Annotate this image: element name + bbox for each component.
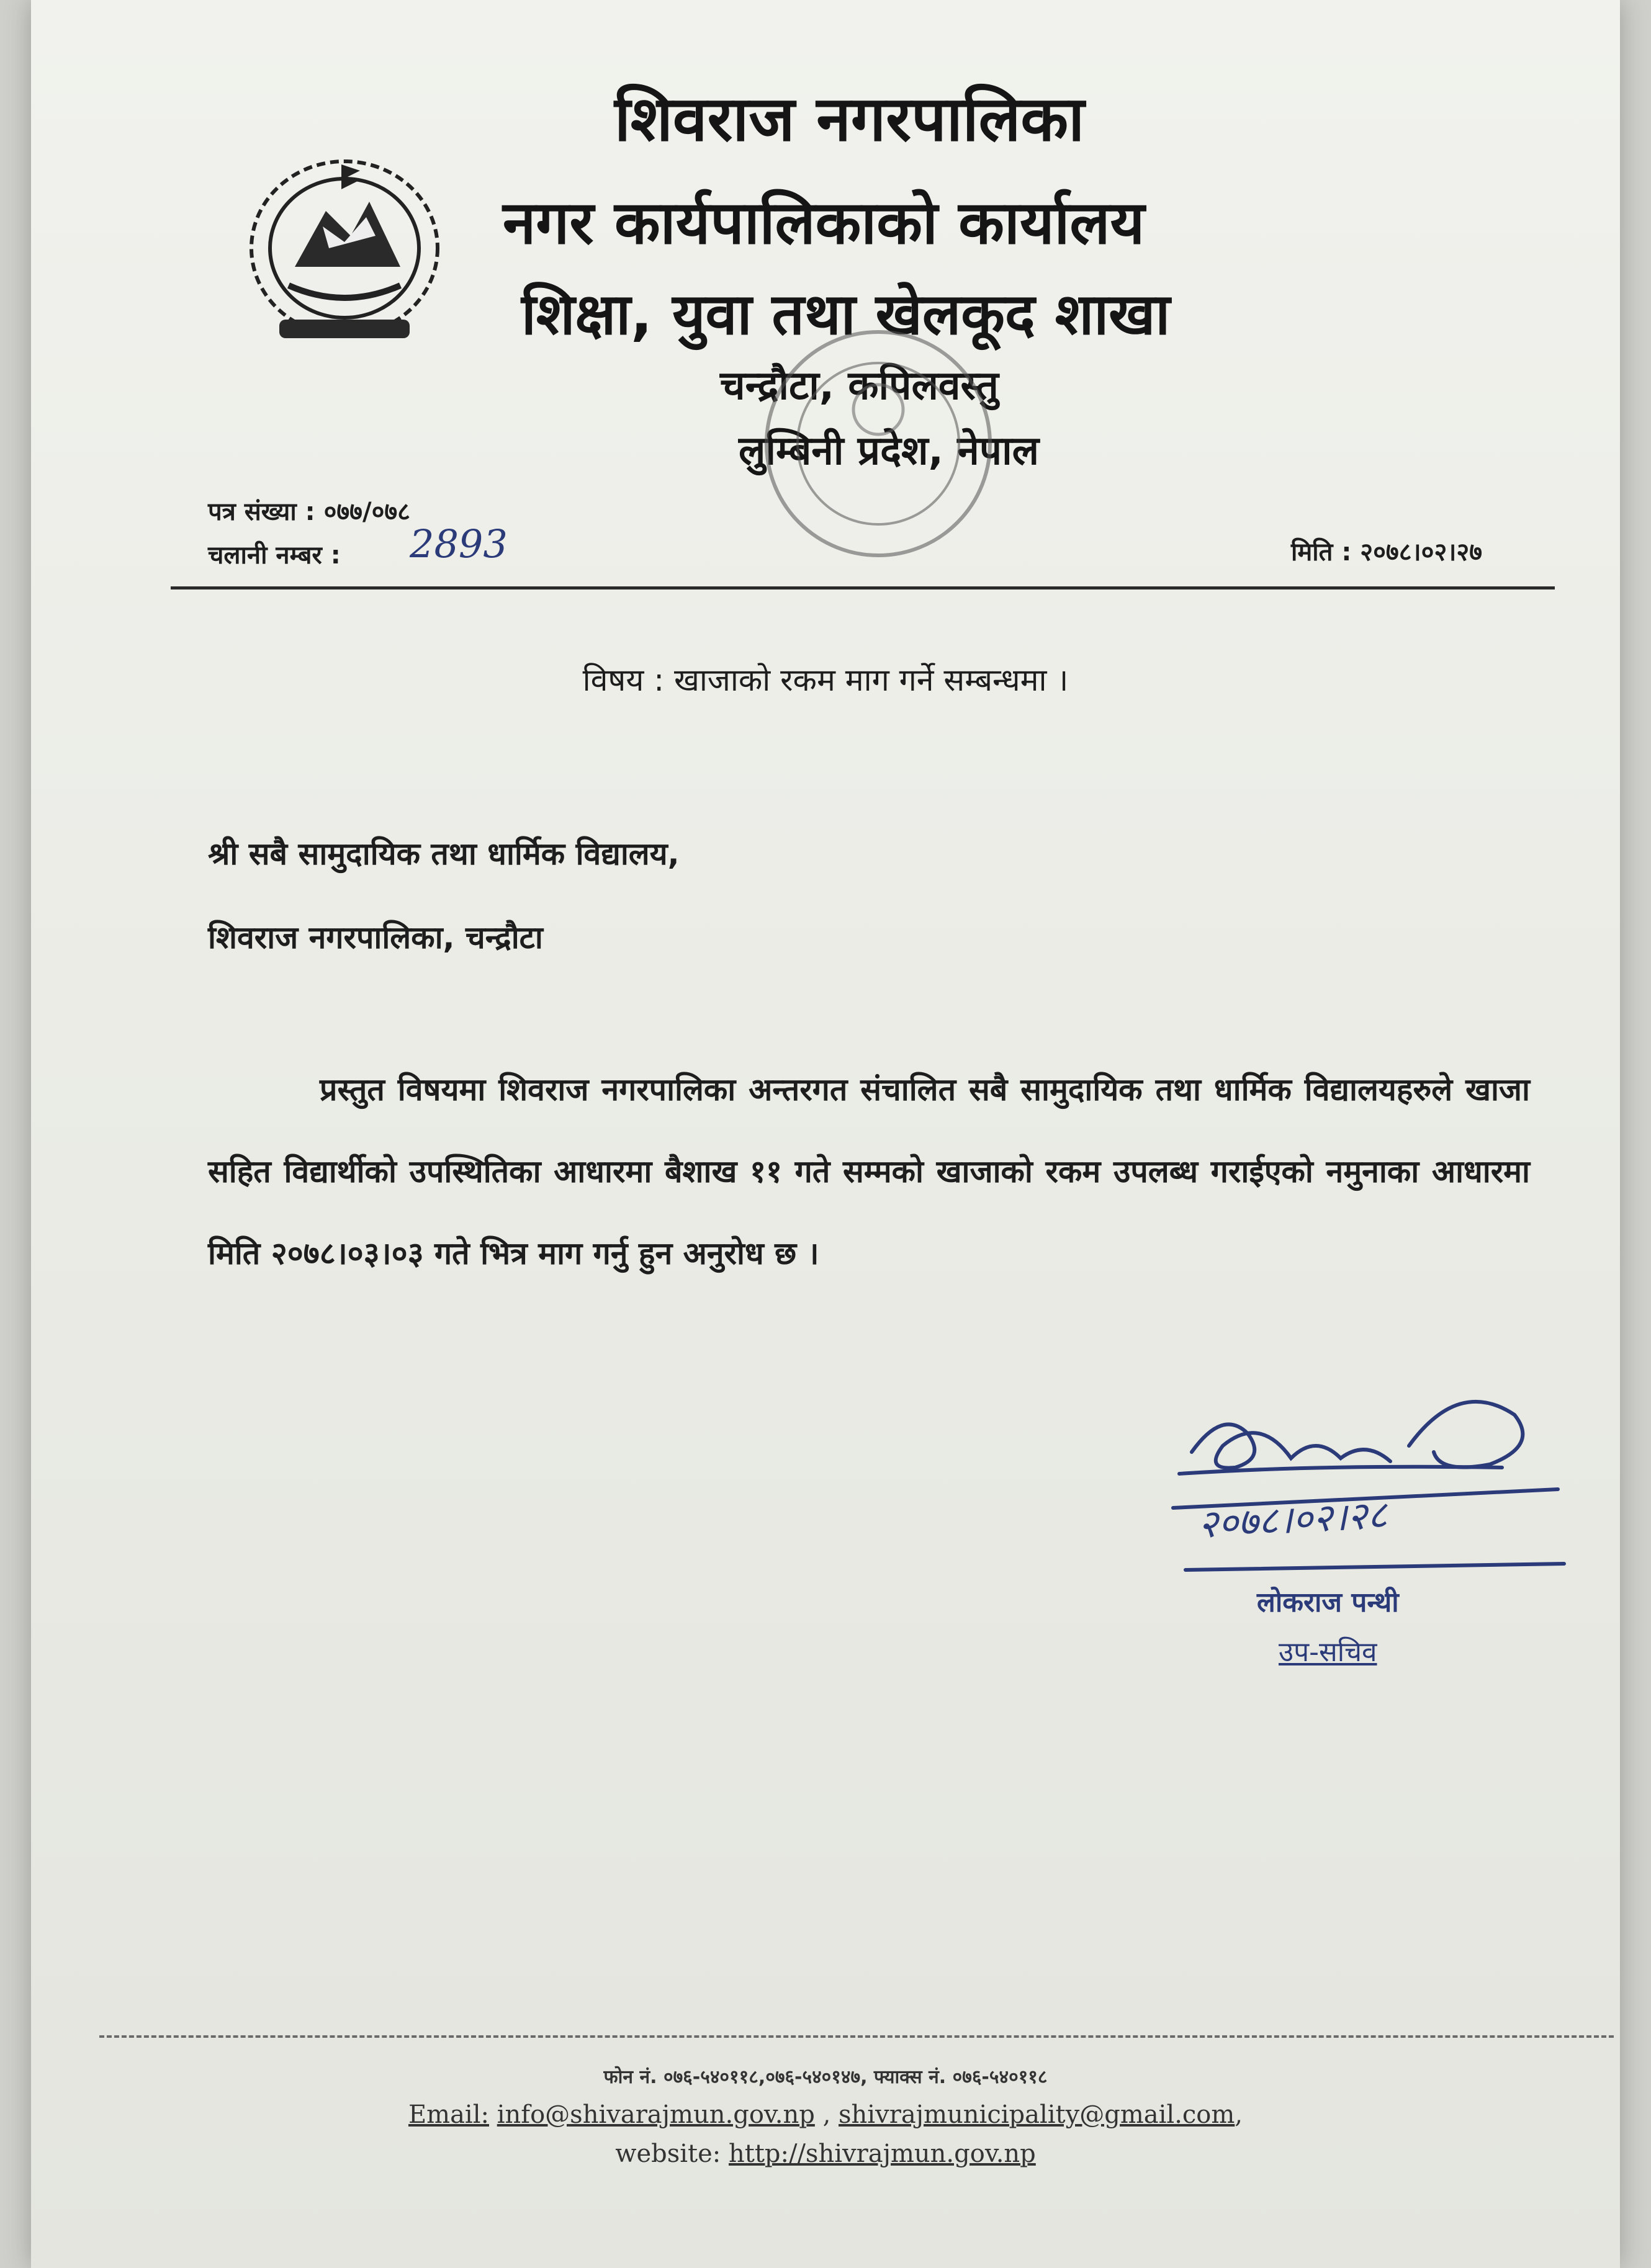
municipality-name: शिवराज नगरपालिका: [614, 83, 1085, 155]
letter-number: पत्र संख्या : ०७७/०७८: [208, 498, 410, 526]
footer-divider: [99, 2035, 1614, 2038]
dispatch-number-label: चलानी नम्बर :: [208, 541, 341, 570]
section-name: शिक्षा, युवा तथा खेलकूद शाखा: [521, 281, 1171, 347]
addressee-line-1: श्री सबै सामुदायिक तथा धार्मिक विद्यालय,: [208, 836, 680, 872]
email-end-comma: ,: [1235, 2100, 1243, 2129]
header-divider: [171, 586, 1555, 589]
handwritten-signature-icon: [1167, 1359, 1570, 1582]
address-line: चन्द्रौटा, कपिलवस्तु: [720, 363, 999, 409]
email-link-gmail[interactable]: shivrajmunicipality@gmail.com: [839, 2100, 1235, 2129]
dispatch-number-handwritten: 2893: [410, 521, 508, 567]
office-round-stamp-icon: [757, 323, 999, 565]
signatory-title: उप-सचिव: [1279, 1636, 1377, 1668]
footer-website-line: [31, 2140, 1620, 2168]
addressee-line-2: शिवराज नगरपालिका, चन्द्रौटा: [208, 920, 543, 956]
footer-email-line: [31, 2100, 1620, 2129]
signature-date-handwritten: २०७८।०२।२८: [1197, 1492, 1388, 1547]
email-link-office[interactable]: info@shivarajmun.gov.np: [497, 2100, 815, 2129]
email-separator: ,: [822, 2100, 831, 2129]
signatory-name: लोकराज पन्थी: [1257, 1587, 1399, 1618]
email-label: Email:: [408, 2100, 489, 2129]
letter-date: मिति : २०७८।०२।२७: [1291, 538, 1483, 567]
website-label: website:: [615, 2140, 721, 2168]
footer-phone: फोन नं. ०७६-५४०११८,०७६-५४०१४७, फ्याक्स नं. ०७६-५४०११८: [603, 2066, 1048, 2088]
letter-page: [31, 0, 1620, 2268]
nepal-government-emblem-icon: [220, 143, 469, 354]
subject-line: विषय : खाजाको रकम माग गर्ने सम्बन्धमा ।: [582, 662, 1069, 698]
office-name: नगर कार्यपालिकाको कार्यालय: [503, 188, 1145, 258]
letter-body: प्रस्तुत विषयमा शिवराज नगरपालिका अन्तरगत संचालित सबै सामुदायिक तथा धार्मिक विद्यालयहरुले खाजा सहित विद्यार्थीको उपस्थितिका आधारमा बैशाख ११ गते सम्मको खाजाको रकम उपलब्ध गराईएको नमुनाका आधारमा मिति २०७८।०३।०३ गते भित्र माग गर्नु हुन अनुरोध छ ।: [208, 1072, 1530, 1271]
website-link[interactable]: http://shivrajmun.gov.np: [728, 2140, 1036, 2168]
province-line: लुम्बिनी प्रदेश, नेपाल: [739, 428, 1040, 474]
